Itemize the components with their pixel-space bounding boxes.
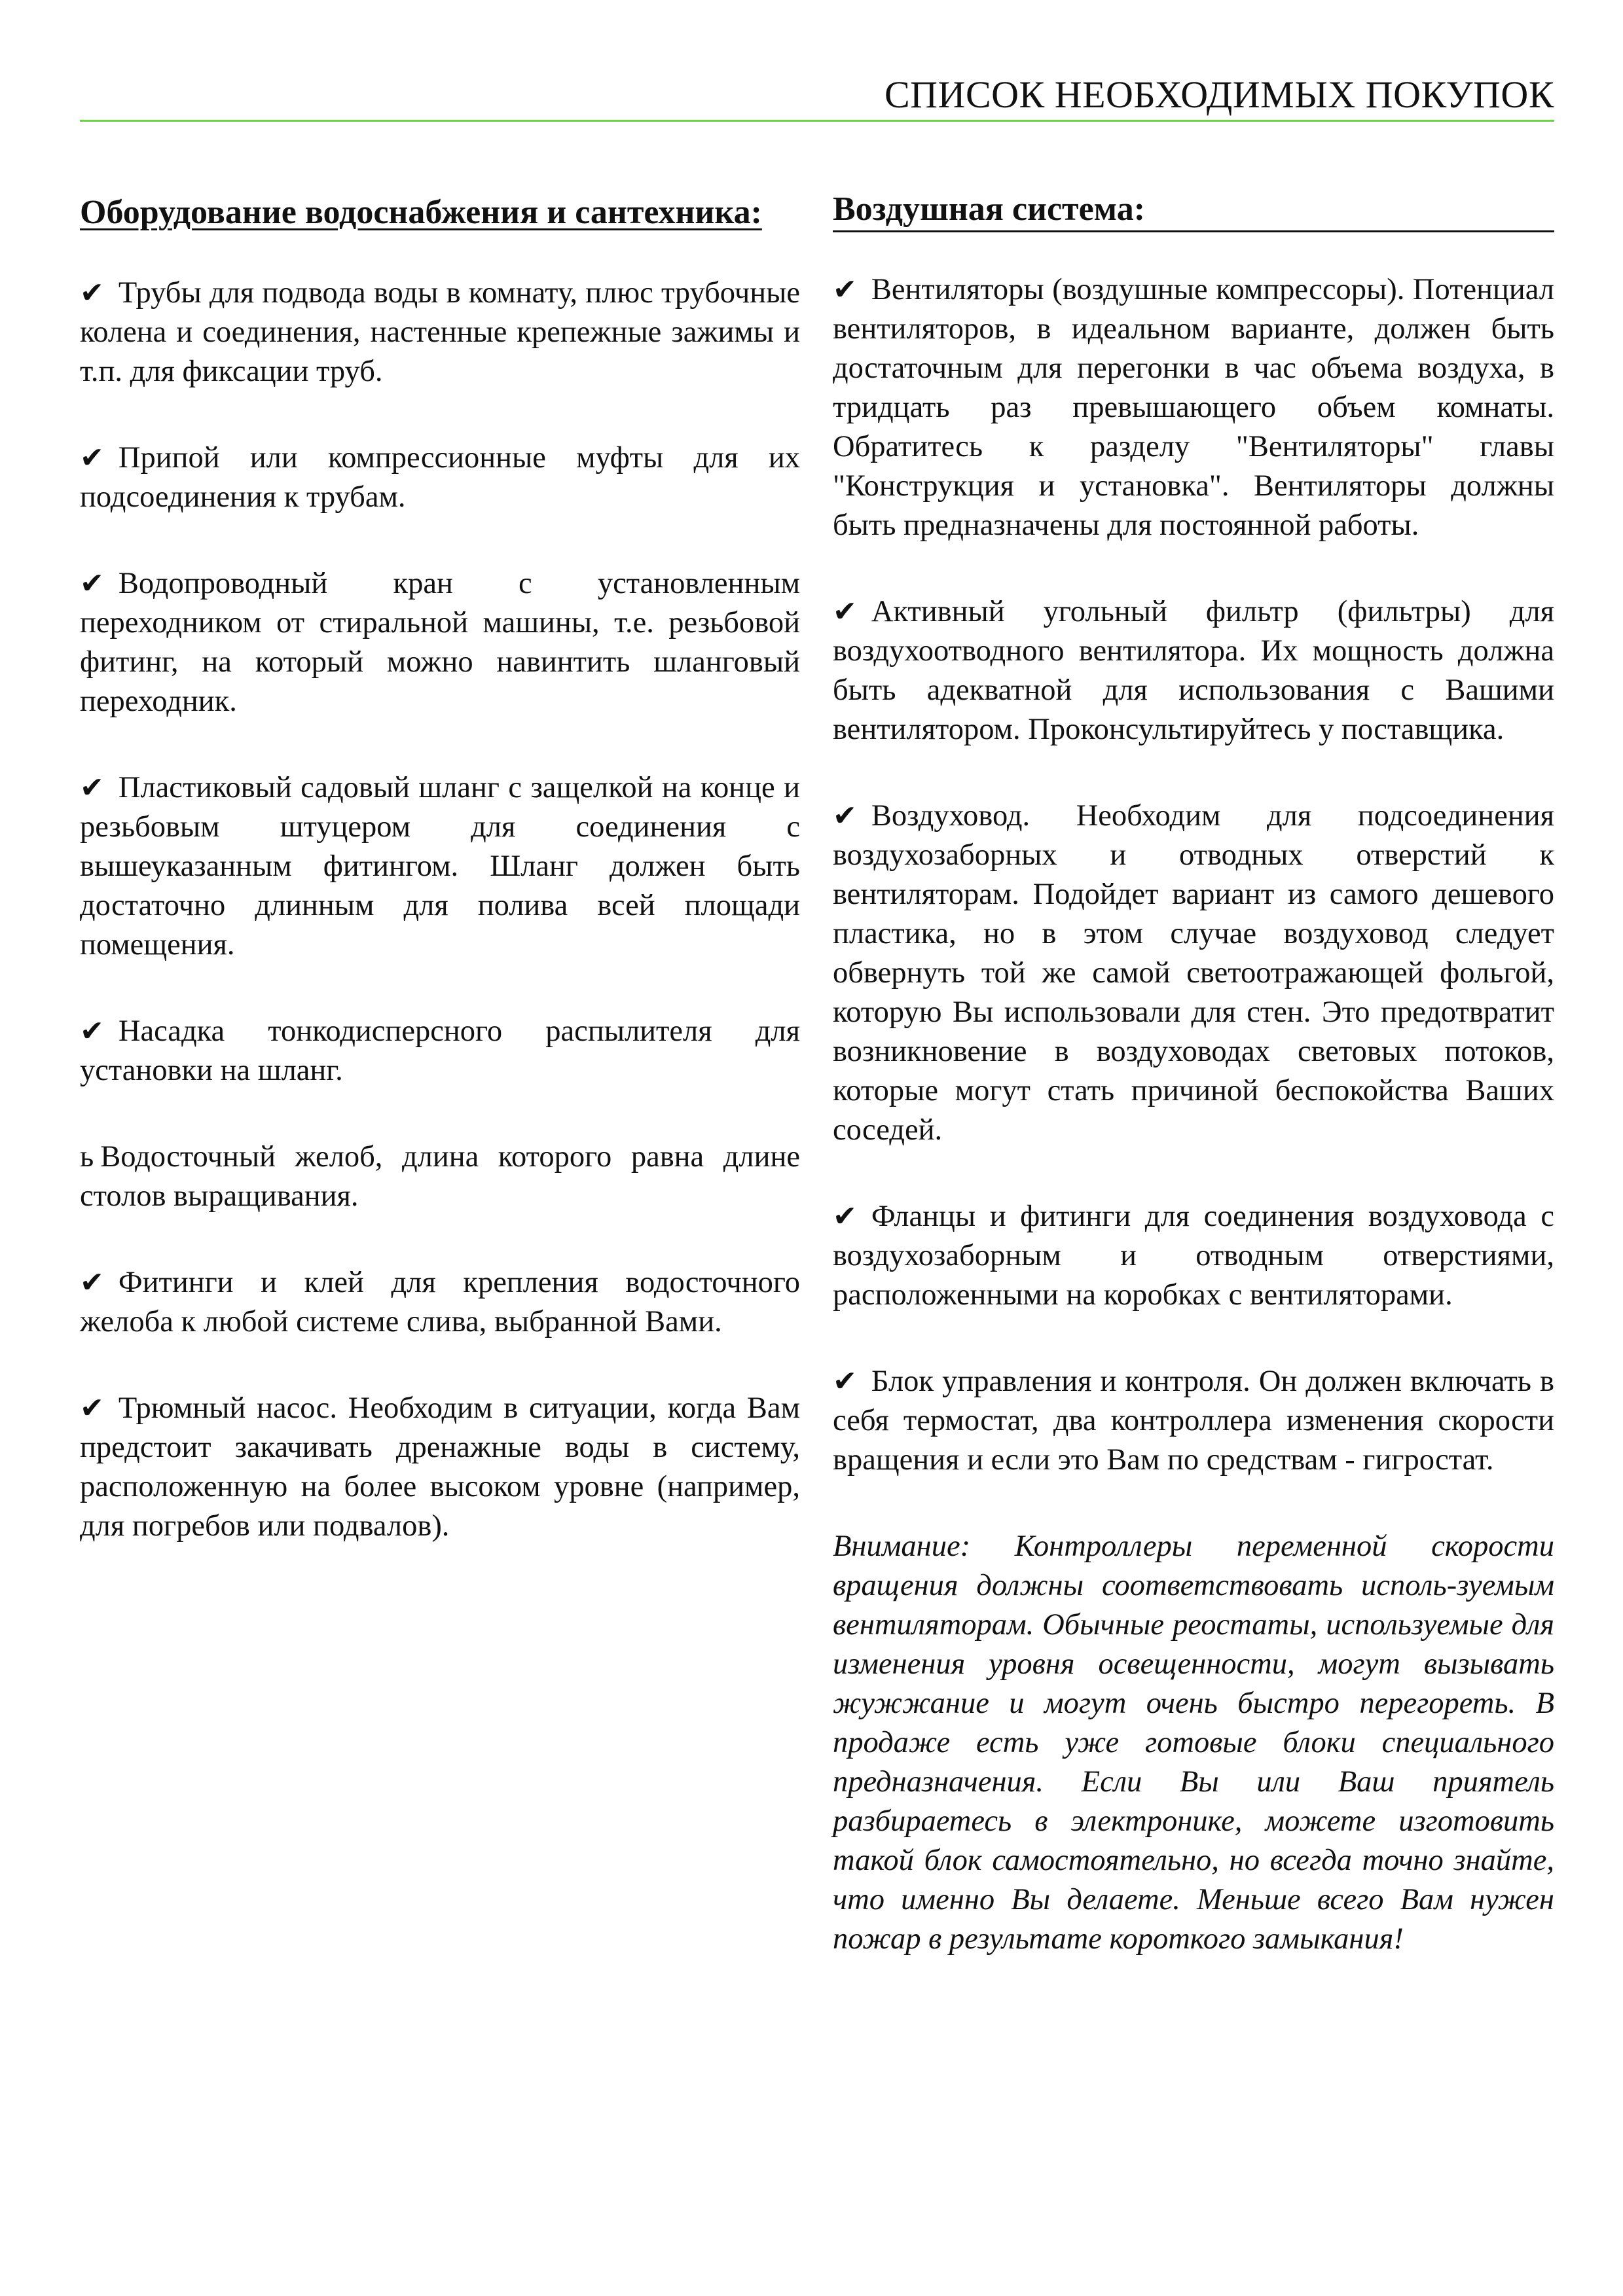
air-system-column bbox=[833, 190, 1554, 1959]
checkmark-icon: ✔ bbox=[80, 567, 104, 600]
list-item: ✔ Припой или компрессионные муфты для их подсоединения к трубам. bbox=[80, 439, 800, 517]
bullet-glyph: ь bbox=[80, 1140, 94, 1174]
checkmark-icon: ✔ bbox=[833, 595, 857, 628]
list-item: ь Водосточный желоб, длина которого равна длине столов выращивания. bbox=[80, 1140, 800, 1213]
list-item: ✔ Активный угольный фильтр (фильтры) для воздухоотводного вентилятора. Их мощность должна быть адекватной для использования с Вашими вентилятором. Проконсультируйтесь у поставщика. bbox=[833, 592, 1554, 749]
list-item: ✔ Насадка тонкодисперсного распылителя для установки на шланг. bbox=[80, 1012, 800, 1090]
list-item: ✔ Вентиляторы (воздушные компрессоры). Потенциал вентиляторов, в идеальном варианте, должен быть достаточным для перегонки в час объема воздуха, в тридцать раз превышающего объем комнаты. Обратитесь к разделу "Вентиляторы" главы "Конструкция и установка". Вентиляторы должны быть предназначены для постоянной работы. bbox=[833, 270, 1554, 545]
list-item: ✔ Трюмный насос. Необходим в ситуации, когда Вам предстоит закачивать дренажные воды в систему, расположенную на более высоком уровне (например, для погребов или подвалов). bbox=[80, 1389, 800, 1546]
page-title: СПИСОК НЕОБХОДИМЫХ ПОКУПОК bbox=[884, 73, 1554, 116]
plumbing-column bbox=[80, 190, 800, 1593]
list-item: ✔ Воздуховод. Необходим для подсоединения воздухозаборных и отводных отверстий к вентиляторам. Подойдет вариант из самого дешевого пластика, но в этом случае воздуховод следует обвернуть той же самой светоотражающей фольгой, которую Вы использовали для стен. Это предотвратит возникновение в воздуховодах световых потоков, которые могут стать причиной беспокойства Ваших соседей. bbox=[833, 797, 1554, 1150]
header-divider bbox=[80, 120, 1554, 122]
checkmark-icon: ✔ bbox=[80, 276, 104, 310]
checkmark-icon: ✔ bbox=[833, 1200, 857, 1233]
plumbing-heading: Оборудование водоснабжения и сантехника: bbox=[80, 194, 762, 231]
checkmark-icon: ✔ bbox=[833, 1365, 857, 1398]
checkmark-icon: ✔ bbox=[833, 799, 857, 833]
checkmark-icon: ✔ bbox=[80, 1266, 104, 1299]
list-item: ✔ Пластиковый садовый шланг с защелкой на конце и резьбовым штуцером для соединения с вышеуказанным фитингом. Шланг должен быть достаточно длинным для полива всей площади помещения. bbox=[80, 768, 800, 965]
list-item: ✔ Блок управления и контроля. Он должен включать в себя термостат, два контроллера изменения скорости вращения и если это Вам по средствам - гигростат. bbox=[833, 1362, 1554, 1480]
air-system-heading: Воздушная система: bbox=[833, 190, 1554, 232]
list-item: ✔ Фитинги и клей для крепления водосточного желоба к любой системе слива, выбранной Вами. bbox=[80, 1263, 800, 1342]
page-header bbox=[80, 71, 1554, 122]
warning-note: Внимание: Контроллеры переменной скорости вращения должны соответствовать исполь-зуемым вентиляторам. Обычные реостаты, используемые для изменения уровня освещенности, могут вызывать жужжание и могут очень быстро перегореть. В продаже есть уже готовые блоки специального предназначения. Если Вы или Ваш приятель разбираетесь в электронике, можете изготовить такой блок самостоятельно, но всегда точно знайте, что именно Вы делаете. Меньше всего Вам нужен пожар в результате короткого замыкания! bbox=[833, 1530, 1554, 1956]
list-item: ✔ Водопроводный кран с установленным переходником от стиральной машины, т.е. резьбовой фитинг, на который можно навинтить шланговый переходник. bbox=[80, 564, 800, 721]
checkmark-icon: ✔ bbox=[833, 273, 857, 306]
checkmark-icon: ✔ bbox=[80, 1391, 104, 1425]
checkmark-icon: ✔ bbox=[80, 1014, 104, 1048]
list-item: ✔ Фланцы и фитинги для соединения воздуховода с воздухозаборным и отводным отверстиями, расположенными на коробках с вентиляторами. bbox=[833, 1197, 1554, 1315]
checkmark-icon: ✔ bbox=[80, 441, 104, 475]
checkmark-icon: ✔ bbox=[80, 771, 104, 804]
list-item: ✔ Трубы для подвода воды в комнату, плюс трубочные колена и соединения, настенные крепежные зажимы и т.п. для фиксации труб. bbox=[80, 274, 800, 391]
